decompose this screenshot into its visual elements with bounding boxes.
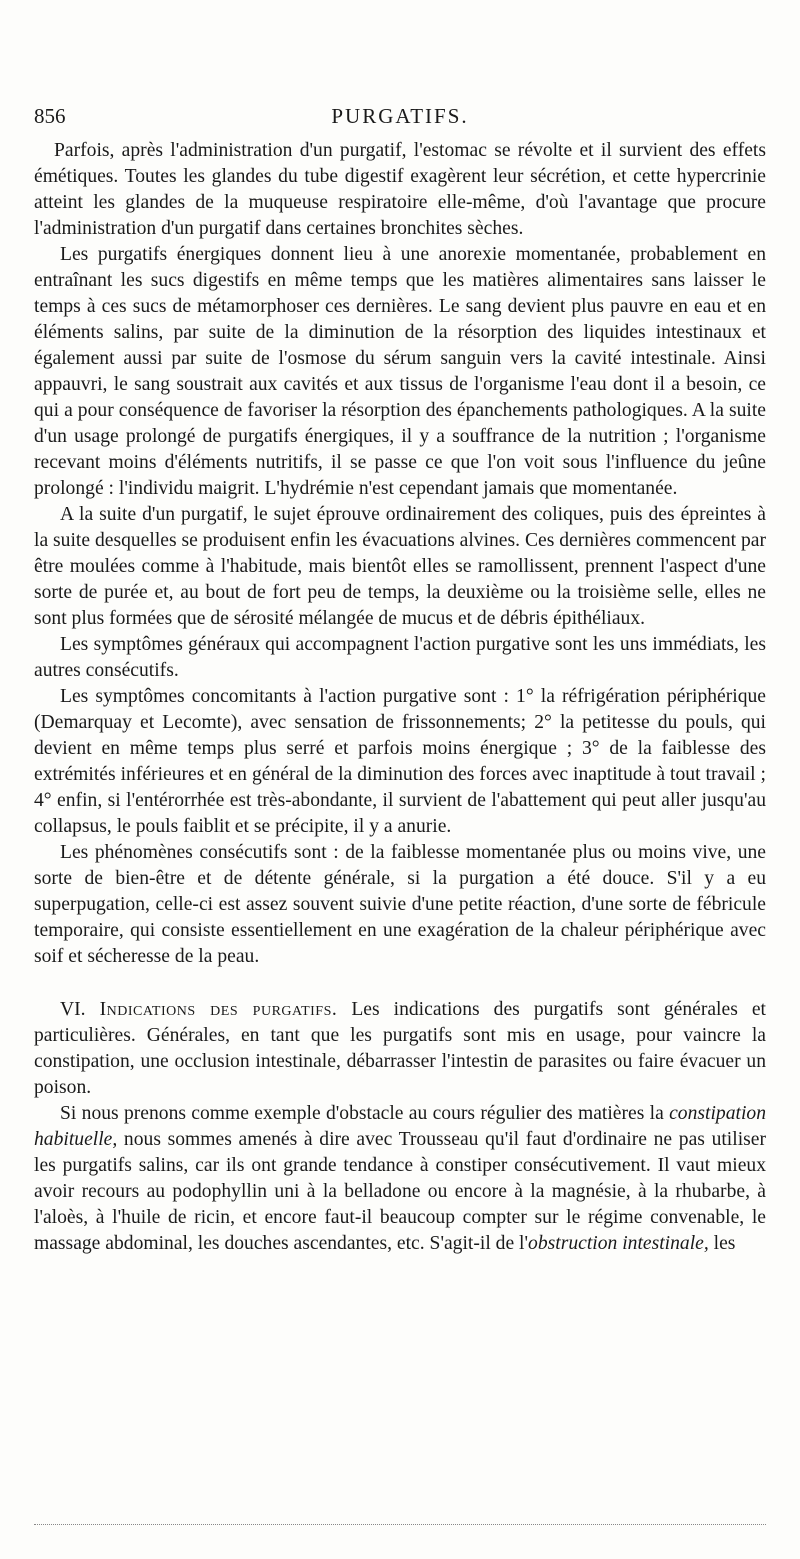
paragraph-consecutive-phenomena: Les phénomènes consécutifs sont : de la faiblesse momentanée plus ou moins vive, une sorte de bien-être et de détente générale, si la purgation a été douce. S'il y a eu superpugation, celle-ci est assez souvent suivie d'une petite réaction, d'une sorte de fébricule temporaire, qui consiste essentiellement en une exagération de la chaleur périphérique avec soif et sécheresse de la peau. — [34, 842, 766, 967]
section-text: Les indications des purgatifs sont générales et particulières. Générales, en tant que les purgatifs sont mis en usage, pour vaincre la constipation, une occlusion intestinale, débarrasser l'intestin de parasites ou faire évacuer un poison. — [34, 999, 767, 1098]
paragraph-evacuations: A la suite d'un purgatif, le sujet éprouve ordinairement des coliques, puis des épreintes à la suite desquelles se produisent enfin les évacuations alvines. Ces dernières commencent par être moulées comme à l'habitude, mais bientôt elles se ramollissent, prennent l'aspect d'une sorte de purée et, au bout de fort peu de temps, la deuxième ou la troisième selle, elles ne sont plus formées que de sérosité mélangée de mucus et de débris épithéliaux. — [34, 504, 766, 629]
text-run: les — [708, 1233, 736, 1254]
paragraph-anorexia: Les purgatifs énergiques donnent lieu à une anorexie momentanée, probablement en entraînant les sucs digestifs en même temps que les matières alimentaires sans laisser le temps à ces sucs de métamorphoser ces dernières. Le sang devient plus pauvre en eau et en éléments salins, par suite de la diminution de la résorption des liquides intestinaux et également aussi par suite de l'osmose du sérum sanguin vers la cavité intestinale. Ainsi appauvri, le sang soustrait aux cavités et aux tissus de l'organisme l'eau dont il a besoin, ce qui a pour conséquence de favoriser la résorption des épanchements pathologiques. A la suite d'un usage prolongé de purgatifs énergiques, il y a souffrance de la nutrition ; l'organisme recevant moins d'éléments nutritifs, il se passe ce que l'on voit sous l'influence du jeûne prolongé : l'individu maigrit. L'hydrémie n'est cependant jamais que momentanée. — [34, 244, 766, 499]
book-page — [34, 98, 766, 1257]
italic-term: obstruction intestinale, — [528, 1233, 709, 1254]
page-number: 856 — [34, 104, 66, 128]
section-number: VI. — [60, 999, 86, 1020]
text-run: Si nous prenons comme exemple d'obstacle au cours régulier des matières la — [60, 1103, 670, 1124]
section-indications — [34, 997, 766, 1101]
paragraph-concomitant-symptoms: Les symptômes concomitants à l'action purgative sont : 1° la réfrigération périphérique (Demarquay et Lecomte), avec sensation de frissonnements; 2° la petitesse du pouls, qui devient en même temps plus serré et parfois moins énergique ; 3° de la faiblesse des extrémités inférieures et en général de la diminution des forces avec inaptitude à tout travail ; 4° enfin, si l'entérorrhée est très-abondante, il survient de l'abattement qui peut aller jusqu'au collapsus, le pouls faiblit et se précipite, il y a anurie. — [34, 686, 766, 837]
page-header — [34, 98, 766, 138]
section-heading: Indications des purgatifs. — [99, 999, 338, 1020]
running-title: PURGATIFS. — [331, 104, 469, 128]
text-run: nous sommes amenés à dire avec Trousseau qu'il faut d'ordinaire ne pas utiliser les purgatifs salins, car ils ont grande tendance à constiper consécutivement. Il vaut mieux avoir recours au podophyllin uni à la belladone ou encore à la magnésie, à la rhubarbe, à l'aloès, à l'huile de ricin, et encore faut-il beaucoup compter sur le régime convenable, le massage abdominal, les douches ascendantes, etc. S'agit-il de l' — [34, 1129, 766, 1254]
bottom-dotted-rule — [34, 1524, 766, 1525]
paragraph-emetic-effects: Parfois, après l'administration d'un purgatif, l'estomac se révolte et il survient des effets émétiques. Toutes les glandes du tube digestif exagèrent leur sécrétion, et cette hypercrinie atteint les glandes de la muqueuse respiratoire elle-même, d'où l'avantage que procure l'administration d'un purgatif dans certaines bronchites sèches. — [34, 140, 766, 239]
paragraph-general-symptoms: Les symptômes généraux qui accompagnent l'action purgative sont les uns immédiats, les autres consécutifs. — [34, 634, 766, 681]
italic-term: constipation habituelle, — [34, 1103, 766, 1150]
paragraph-constipation — [34, 1101, 766, 1257]
